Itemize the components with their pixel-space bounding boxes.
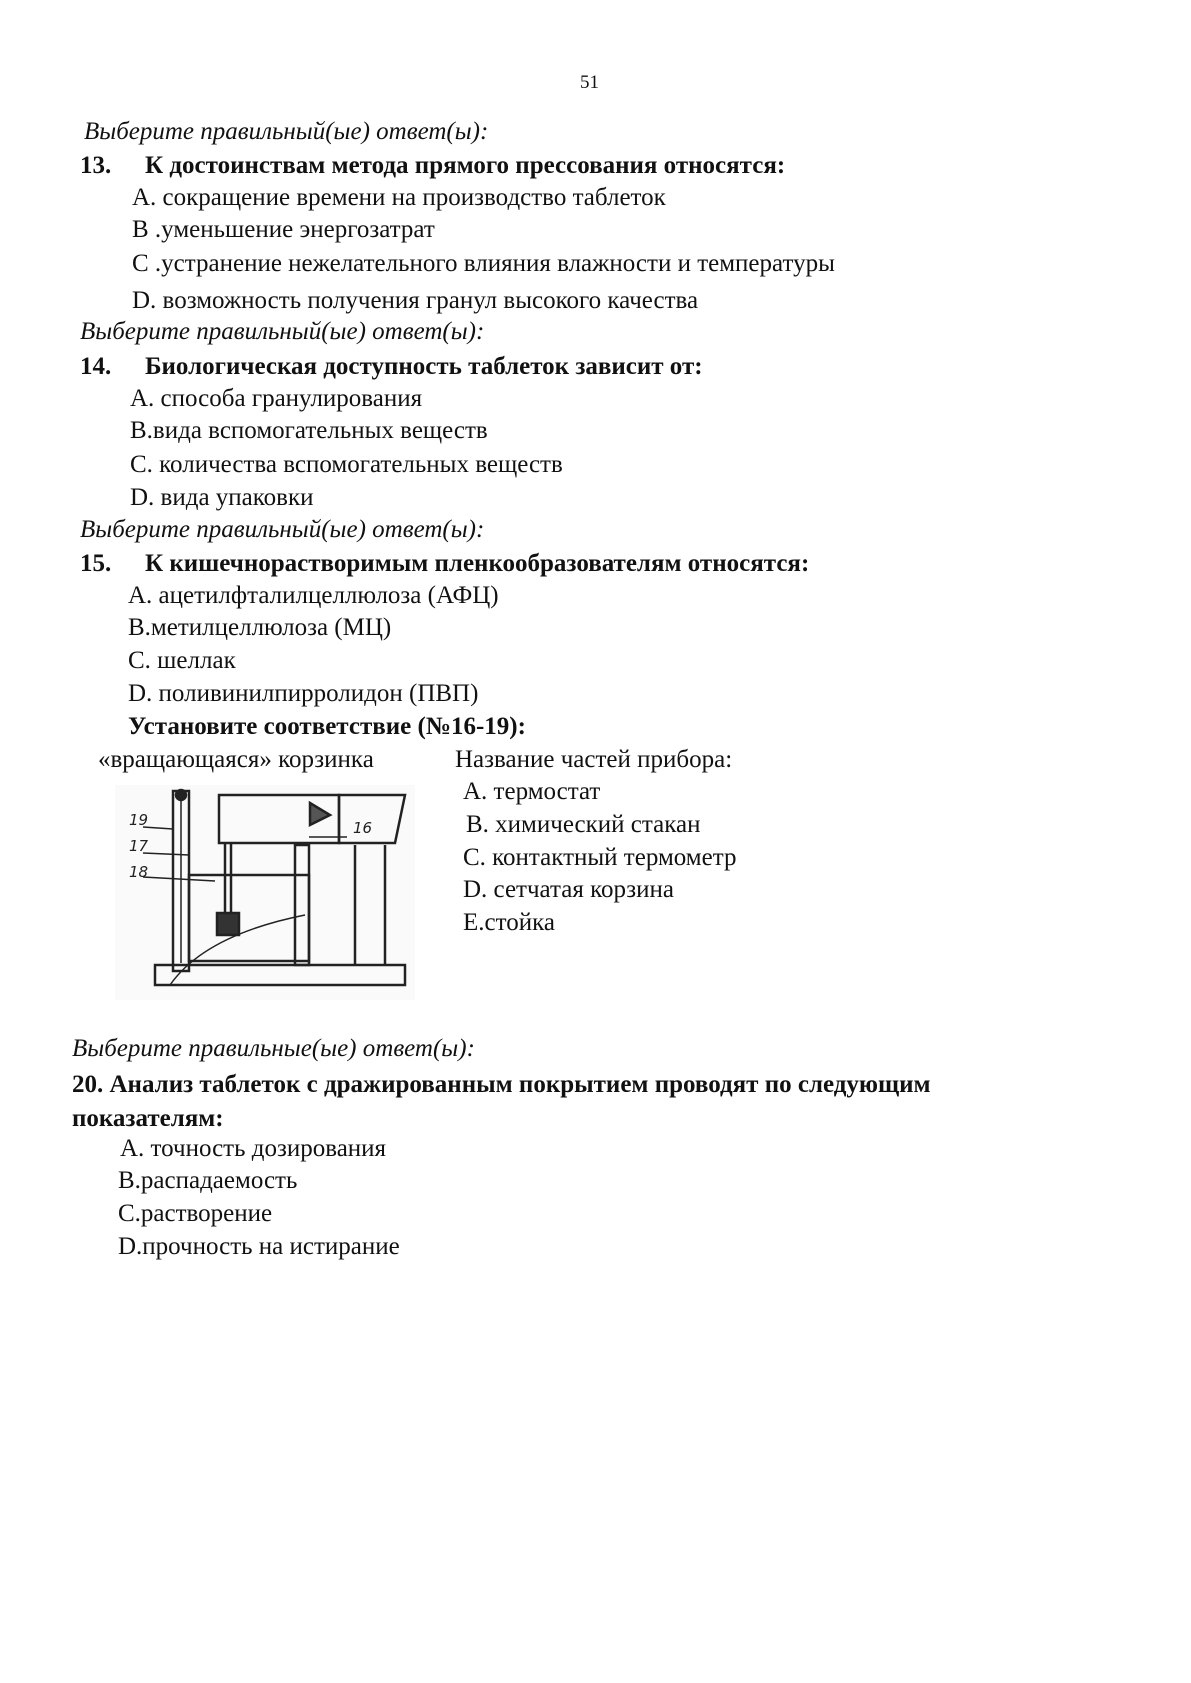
- q13-option-a: A. сокращение времени на производство таблеток: [132, 184, 666, 211]
- q20-option-a: A. точность дозирования: [120, 1135, 387, 1162]
- q14-text: Биологическая доступность таблеток зависит от:: [145, 353, 703, 380]
- q13-option-c: C .устранение нежелательного влияния влажности и температуры: [132, 250, 835, 277]
- q15-instruction: Выберите правильный(ые) ответ(ы):: [80, 516, 485, 543]
- q15-text: К кишечнорастворимым пленкообразователям относятся:: [145, 550, 810, 577]
- q14-option-c: C. количества вспомогательных веществ: [130, 451, 563, 478]
- match-option-d: D. сетчатая корзина: [463, 876, 674, 903]
- q14-option-a: A. способа гранулирования: [130, 385, 423, 412]
- q14-option-b: B.вида вспомогательных веществ: [130, 417, 488, 444]
- q14-instruction: Выберите правильный(ые) ответ(ы):: [80, 318, 485, 345]
- q13-instruction: Выберите правильный(ые) ответ(ы):: [84, 118, 489, 145]
- q20-text: 20. Анализ таблеток с дражированным покрытием проводят по следующим показателям:: [72, 1071, 931, 1132]
- q20-option-c: C.растворение: [118, 1200, 273, 1227]
- rotating-basket-figure: [115, 785, 415, 1000]
- match-instruction: Установите соответствие (№16-19):: [128, 713, 526, 740]
- q13-option-d: D. возможность получения гранул высокого качества: [132, 287, 699, 314]
- figure-label-18: 18: [129, 863, 149, 881]
- q20-instruction: Выберите правильные(ые) ответ(ы):: [72, 1035, 475, 1062]
- q20-option-b: B.распадаемость: [118, 1167, 298, 1194]
- q14-option-d: D. вида упаковки: [130, 484, 314, 511]
- q14-number: 14.: [80, 353, 112, 380]
- parts-list-title: Название частей прибора:: [455, 746, 733, 773]
- q20-option-d: D.прочность на истирание: [118, 1233, 400, 1260]
- figure-caption: «вращающаяся» корзинка: [98, 746, 374, 773]
- q15-option-b: B.метилцеллюлоза (МЦ): [128, 614, 392, 641]
- q15-option-a: A. ацетилфталилцеллюлоза (АФЦ): [128, 582, 499, 609]
- q13-number: 13.: [80, 152, 112, 179]
- match-option-c: C. контактный термометр: [463, 844, 737, 871]
- page-number: 51: [580, 72, 599, 93]
- q13-option-b: B .уменьшение энергозатрат: [132, 216, 435, 243]
- match-option-b: B. химический стакан: [466, 811, 701, 838]
- figure-label-17: 17: [129, 837, 149, 855]
- match-option-e: E.стойка: [463, 909, 555, 936]
- match-option-a: A. термостат: [463, 778, 601, 805]
- q15-number: 15.: [80, 550, 112, 577]
- figure-label-16: 16: [353, 819, 373, 837]
- q13-text: К достоинствам метода прямого прессования относятся:: [145, 152, 786, 179]
- q15-option-c: C. шеллак: [128, 647, 236, 674]
- figure-label-19: 19: [129, 811, 149, 829]
- q15-option-d: D. поливинилпирролидон (ПВП): [128, 680, 479, 707]
